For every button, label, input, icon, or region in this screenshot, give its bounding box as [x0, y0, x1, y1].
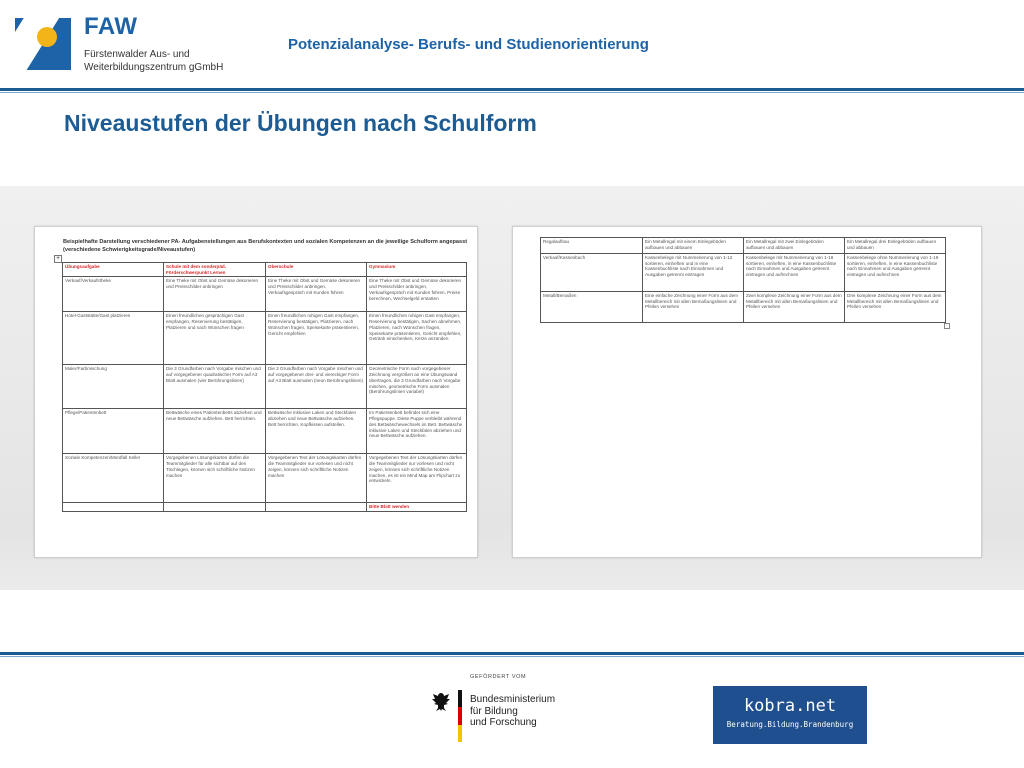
- kobra-net-tagline: Beratung.Bildung.Brandenburg: [726, 720, 854, 729]
- header-divider-thin: [0, 92, 1024, 93]
- table-header-row: [63, 263, 467, 277]
- table-cell: Verkauf/Verkaufstheke: [63, 277, 164, 312]
- kobra-net-logo: [713, 686, 867, 744]
- page-title: Niveaustufen der Übungen nach Schulform: [64, 110, 537, 136]
- table-cell: Verkauf/Kassenbuch: [541, 254, 643, 292]
- column-header: Übungsaufgabe: [63, 263, 164, 277]
- footer-divider: [0, 652, 1024, 655]
- table-cell: [164, 503, 266, 512]
- table-row: [63, 409, 467, 454]
- table-cell: Einen freundlichen gesprächigen Gast empfangen, Reservierung bestätigen, Platzieren und nach Wünschen fragen: [164, 312, 266, 365]
- table-cell: Kassenbelege mit Nummerierung von 1-12 sortieren, einheften und in eine Kassenbuchliste nach Einnahmen und Ausgaben getrennt eintragen: [643, 254, 744, 292]
- kobra-net-name: kobra.net: [743, 696, 837, 716]
- column-header: Gymnasium: [367, 263, 467, 277]
- organization-line-1: Fürstenwalder Aus- und: [84, 49, 190, 60]
- organization-line-2: Weiterbildungszentrum gGmbH: [84, 62, 224, 73]
- table-row: [541, 254, 946, 292]
- table-cell: Zwei komplexe Zeichnung einer Form aus dem Metallbereich mit allen Bemaßungslinien und Pfeilen versehen: [744, 292, 845, 323]
- table-cell: Eine Theke mit Obst und Gemüse dekorieren und Preisschilder anbringen, Verkaufsgespräch mit Kunden führen, Preise berechnen, Wechselgeld erstatten: [367, 277, 467, 312]
- document-heading: Beispielhafte Darstellung verschiedener PA- Aufgabenstellungen aus Berufskontexten und sozialen Kompetenzen an die jeweilige Schulform angepasst (verschiedene Schwierigkeitsgrade/Niveaustufen): [63, 239, 468, 253]
- table-cell: Vorgegebenen Text der Lösungskarten dürfen die Teammitglieder nur vorlesen und nicht zeigen, können sich schriftliche Notizen machen, es ist ein Mind Map am Flipchart zu entwickeln.: [367, 454, 467, 503]
- exercise-table: [62, 262, 467, 512]
- column-header: Oberschule: [266, 263, 367, 277]
- table-cell: Die 3 Grundfarben nach Vorgabe mischen und auf vorgegebener drei- und viereckiger Form auf A3 Blatt ausmalen (neun Berührungslinien): [266, 365, 367, 409]
- table-cell: Eine Theke mit Obst und Gemüse dekorieren und Preisschilder anbringen, Verkaufsgespräch mit Kunden führen: [266, 277, 367, 312]
- ministry-name-line-3: und Forschung: [470, 717, 537, 728]
- document-page-1: [34, 226, 478, 558]
- table-cell: Bettwäsche eines Patientenbetts abziehen und neue Bettwäsche aufziehen. Bett herrichten.: [164, 409, 266, 454]
- table-footnote-row: [63, 503, 467, 512]
- table-cell: Kassenbelege mit Nummerierung von 1-18 sortieren, einheften, in eine Kassenbuchliste nach Einnahmen und Ausgaben getrennt eintragen und aufrechnen: [744, 254, 845, 292]
- faw-logo: [15, 18, 71, 70]
- table-cell: Vorgegebenen Lösungskarten dürfen die Teammitglieder für alle sichtbar auf den Tischlegen, können sich schriftliche Notizen machen: [164, 454, 266, 503]
- table-row: [541, 238, 946, 254]
- table-cell: Bettwäsche inklusive Laken und Steckfalen abziehen und neue Bettwäsche aufziehen. Bett herrichten. Kopfkissen aufstellen.: [266, 409, 367, 454]
- table-row: [63, 454, 467, 503]
- table-cell: Maler/Farbmischung: [63, 365, 164, 409]
- ministry-name-line-1: Bundesministerium: [470, 694, 556, 705]
- organization-name: [84, 48, 223, 74]
- table-cell: Hotel-Gaststätte/Gast platzieren: [63, 312, 164, 365]
- table-row: [63, 277, 467, 312]
- ministry-name: [470, 694, 555, 729]
- table-row: [541, 292, 946, 323]
- funding-caption: GEFÖRDERT VOM: [470, 674, 527, 680]
- table-cell: Im Patientenbett befindet sich eine Pflegepuppe. Diese Puppe verbleibt während des Bettwäschewechsels im Bett. Bettwäsche inklusive Laken und Steckfalen abziehen und neue Bettwäsche aufziehen.: [367, 409, 467, 454]
- table-cell: [63, 503, 164, 512]
- table-cell: [266, 503, 367, 512]
- eagle-icon: [430, 692, 452, 712]
- german-flag-icon: [458, 690, 462, 742]
- table-cell: Die 3 Grundfarben nach Vorgabe mischen und auf vorgegebener quadratischer Form auf A3 Blatt ausmalen (vier Berührungslinien): [164, 365, 266, 409]
- footer-divider-thin: [0, 656, 1024, 657]
- exercise-table-continued: [540, 237, 946, 323]
- table-cell: Eine Theke mit Obst und Gemüse dekorieren und Preisschilder anbringen: [164, 277, 266, 312]
- table-cell: Pflege/Patientenbett: [63, 409, 164, 454]
- table-cell: Metall/Bemaßen: [541, 292, 643, 323]
- table-row: [63, 365, 467, 409]
- table-cell: Einen freundlichen ruhigen Gast empfangen, Reservierung bestätigen, Sachen abnehmen, Platzieren, nach Wünschen fragen, Speisekarte präsentieren, Gericht empfehlen, Getränk einschenken, Kerze anzünden: [367, 312, 467, 365]
- table-cell: Vorgegebenen Text der Lösungskarten dürfen die Teammitglieder nur vorlesen und nicht zeigen, können sich schriftliche Notizen machen: [266, 454, 367, 503]
- table-cell: Ein Metallregal mit zwei Einlegeböden aufbauen und abbauen: [744, 238, 845, 254]
- document-page-2: [512, 226, 982, 558]
- column-header: Schule mit dem sonderpäd. Förderschwerpunkt Lernen: [164, 263, 266, 277]
- table-row: [63, 312, 467, 365]
- table-cell: Ein Metallregal drei Einlegeböden aufbauen und abbauen: [845, 238, 946, 254]
- move-handle-icon: +: [55, 255, 61, 262]
- table-cell: Kassenbelege ohne Nummerierung von 1-18 sortieren, einheften, in eine Kassenbuchliste nach Einnahmen und Ausgaben getrennt eintragen und aufrechnen: [845, 254, 946, 292]
- header-title: Potenzialanalyse- Berufs- und Studienorientierung: [288, 36, 649, 53]
- table-cell: Einen freundlichen ruhigen Gast empfangen, Reservierung bestätigen, Platzieren, nach Wünschen fragen, Speisekarte präsentieren, Gericht empfehlen: [266, 312, 367, 365]
- table-cell: Geometrische Form nach vorgegebener Zeichnung vergrößert an eine Übungswand übertragen, die 3 Grundfarben nach Vorgabe mischen, geometrische Form ausmalen (Berührungslinien variabel): [367, 365, 467, 409]
- brand-name: FAW: [84, 13, 138, 40]
- table-cell: Regalaufbau: [541, 238, 643, 254]
- turn-page-note: Bitte Blatt wenden: [367, 503, 467, 512]
- table-cell: Eine einfache Zeichnung einer Form aus dem Metallbereich mit allen Bemaßungslinien und Pfeilen versehen: [643, 292, 744, 323]
- table-cell: Ein Metallregal mit einem Einlegeböden aufbauen und abbauen: [643, 238, 744, 254]
- header-divider: [0, 88, 1024, 91]
- table-cell: Drei komplexe Zeichnung einer Form aus dem Metallbereich mit allen Bemaßungslinien und Pfeilen versehen: [845, 292, 946, 323]
- ministry-name-line-2: für Bildung: [470, 705, 518, 717]
- table-end-marker: [944, 323, 950, 329]
- table-cell: Soziale Kompetenzen/Mordfall Keller: [63, 454, 164, 503]
- bmbf-logo: [414, 670, 586, 756]
